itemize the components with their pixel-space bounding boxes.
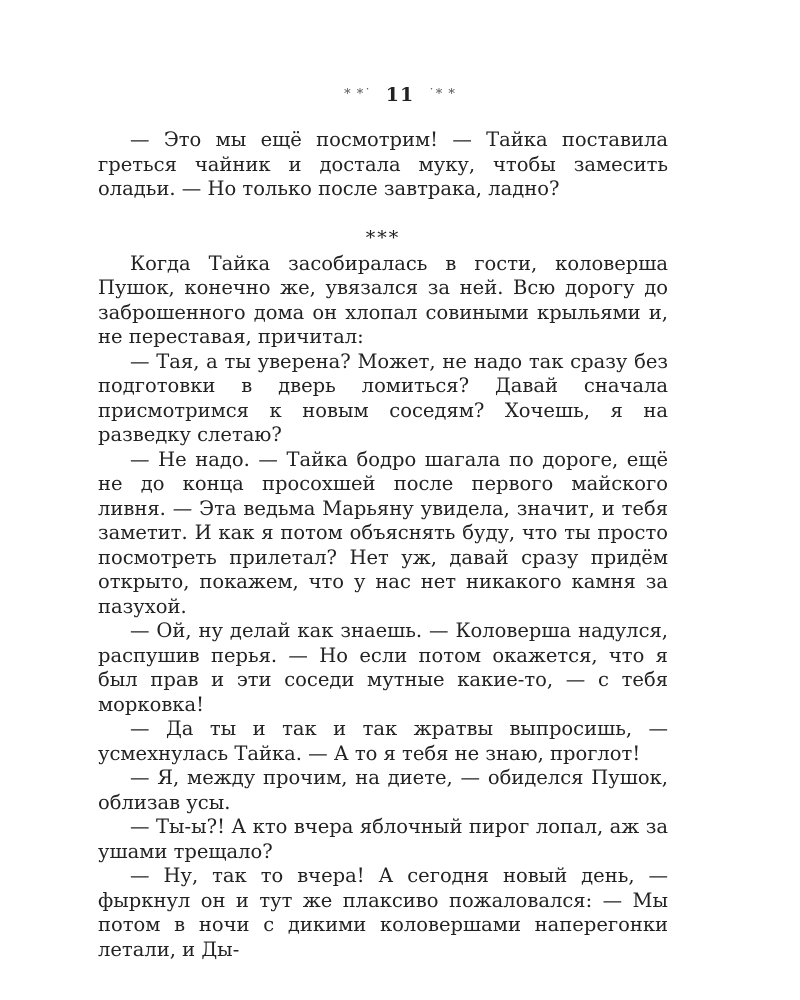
ornament-right: ˙* * [428, 87, 456, 102]
page-number: 11 [385, 84, 415, 106]
paragraph: — Ты-ы?! А кто вчера яблочный пирог лопал, аж за ушами трещало? [98, 815, 668, 863]
paragraph: — Ой, ну делай как знаешь. — Коловерша надулся, распушив перья. — Но если потом окажется, что я был прав и эти соседи мутные какие-то, — с тебя морковка! [98, 619, 668, 716]
page-header [0, 84, 800, 106]
paragraph: — Ну, так то вчера! А сегодня новый день, — фыркнул он и тут же плаксиво пожаловался: — Мы потом в ночи с дикими коловершами наперегонки летали, и Ды- [98, 864, 668, 961]
paragraph: — Тая, а ты уверена? Может, не надо так сразу без подготовки в дверь ломиться? Давай сначала присмотримся к новым соседям? Хочешь, я на разведку слетаю? [98, 349, 668, 446]
ornament-left: * *˙ [344, 87, 372, 102]
body-text [98, 128, 668, 962]
paragraph: — Это мы ещё посмотрим! — Тайка поставила греться чайник и достала муку, чтобы замесить оладьи. — Но только после завтрака, ладно? [98, 128, 668, 200]
paragraph: — Да ты и так и так жратвы выпросишь, — усмехнулась Тайка. — А то я тебя не знаю, проглот! [98, 717, 668, 765]
paragraph: Когда Тайка засобиралась в гости, коловерша Пушок, конечно же, увязался за ней. Всю дорогу до заброшенного дома он хлопал совиными крыльями и, не переставая, причитал: [98, 251, 668, 348]
paragraph: — Я, между прочим, на диете, — обиделся Пушок, облизав усы. [98, 766, 668, 814]
paragraph: — Не надо. — Тайка бодро шагала по дороге, ещё не до конца просохшей после первого майского ливня. — Эта ведьма Марьяну увидела, значит, и тебя заметит. И как я потом объяснять буду, что ты просто посмотреть прилетал? Нет уж, давай сразу придём открыто, покажем, что у нас нет никакого камня за пазухой. [98, 447, 668, 618]
section-separator: *** [365, 226, 401, 249]
